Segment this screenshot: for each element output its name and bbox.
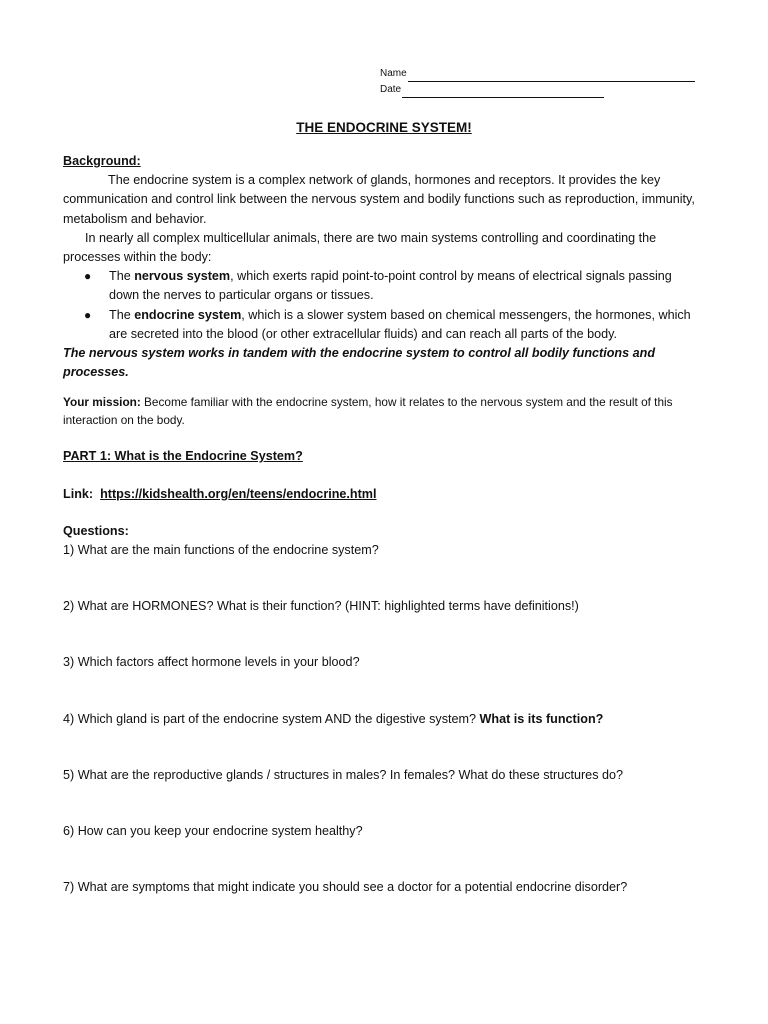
- mission-label: Your mission:: [63, 395, 141, 410]
- question-5: [63, 766, 703, 785]
- question-1: [63, 541, 703, 560]
- resource-link-row: [63, 485, 703, 504]
- question-7: [63, 878, 703, 897]
- question-text: 4) Which gland is part of the endocrine system AND the digestive system?: [63, 711, 480, 726]
- question-text: 2) What are HORMONES? What is their function? (HINT: highlighted terms have definitions!): [63, 599, 579, 614]
- question-text: 1) What are the main functions of the endocrine system?: [63, 543, 379, 558]
- question-text: 3) Which factors affect hormone levels in your blood?: [63, 655, 360, 670]
- emphasis-statement: The nervous system works in tandem with the endocrine system to control all bodily functions and processes.: [63, 346, 656, 380]
- name-label: Name: [380, 68, 407, 79]
- background-paragraph-1: The endocrine system is a complex network of glands, hormones and receptors. It provides the key communication and control link between the nervous system and bodily functions such as reproduction, immunity, metabolism and behavior.: [63, 173, 695, 226]
- list-item-nervous-system: [63, 267, 703, 305]
- date-label: Date: [380, 84, 402, 95]
- name-blank-line[interactable]: [408, 70, 695, 82]
- part1-heading: PART 1: What is the Endocrine System?: [63, 449, 303, 464]
- background-paragraph-2: In nearly all complex multicellular animals, there are two main systems controlling and coordinating the processes within the body:: [63, 230, 657, 265]
- background-heading: Background:: [63, 154, 141, 168]
- resource-link[interactable]: https://kidshealth.org/en/teens/endocrine.html: [100, 486, 377, 501]
- date-field[interactable]: [380, 82, 695, 98]
- question-2: [63, 597, 703, 616]
- student-info-fields: [380, 66, 695, 98]
- questions-heading: Questions:: [63, 523, 129, 538]
- mission-statement: [63, 394, 703, 429]
- term-endocrine-system: endocrine system: [134, 307, 242, 322]
- page-title: THE ENDOCRINE SYSTEM!: [296, 120, 472, 135]
- term-nervous-system: nervous system: [134, 269, 231, 284]
- bullet-description: , which is a slower system based on chemical messengers, the hormones, which are secreted into the blood (or other extracellular fluids) and can reach all parts of the body.: [109, 307, 691, 341]
- question-text: 5) What are the reproductive glands / structures in males? In females? What do these structures do?: [63, 767, 623, 782]
- question-text: 7) What are symptoms that might indicate you should see a doctor for a potential endocrine disorder?: [63, 880, 628, 895]
- worksheet-body: [63, 152, 703, 897]
- bullet-description: , which exerts rapid point-to-point control by means of electrical signals passing down the nerves to particular organs or tissues.: [109, 269, 672, 303]
- name-field[interactable]: [380, 66, 695, 82]
- question-bold-tail: What is its function?: [479, 711, 604, 726]
- mission-text: Become familiar with the endocrine system, how it relates to the nervous system and the result of this interaction on the body.: [63, 395, 673, 427]
- question-3: [63, 653, 703, 672]
- bullet-icon: ●: [84, 307, 92, 322]
- systems-list: [63, 267, 703, 344]
- question-4: [63, 710, 703, 729]
- question-6: [63, 822, 703, 841]
- bullet-icon: ●: [84, 269, 92, 284]
- question-text: 6) How can you keep your endocrine system healthy?: [63, 824, 363, 839]
- bullet-prefix: The: [109, 269, 135, 284]
- link-label: Link:: [63, 486, 94, 501]
- date-blank-line[interactable]: [402, 86, 604, 98]
- list-item-endocrine-system: [63, 306, 703, 344]
- bullet-prefix: The: [109, 307, 135, 322]
